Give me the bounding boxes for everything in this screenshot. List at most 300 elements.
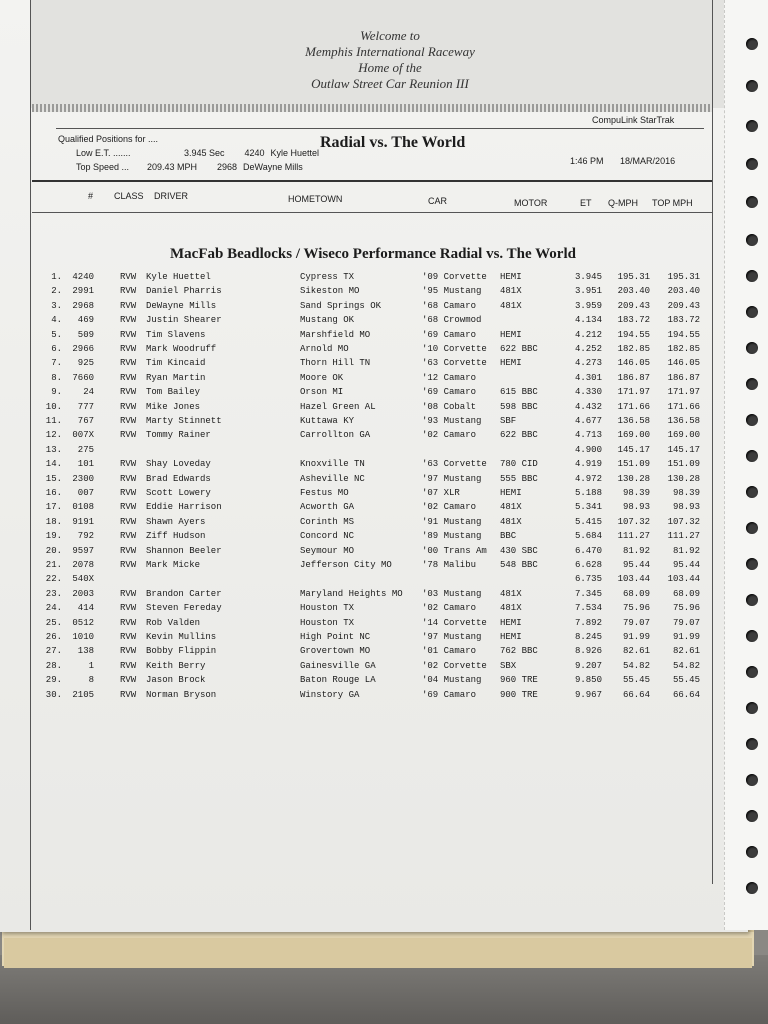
cell-car: '09 Corvette	[422, 272, 487, 282]
cell-position: 21.	[45, 560, 62, 570]
cell-hometown: Concord NC	[300, 531, 355, 542]
column-header-et: ET	[580, 198, 592, 208]
cell-top-mph: 111.27	[667, 531, 700, 542]
cell-hometown: Knoxville TN	[300, 459, 365, 470]
document-title: Radial vs. The World	[320, 134, 466, 151]
table-row	[0, 558, 724, 572]
cell-q-mph: 146.05	[617, 358, 650, 369]
cell-hometown: Acworth GA	[300, 502, 355, 513]
cell-et: 4.677	[574, 416, 602, 426]
cell-class: RVW	[120, 315, 137, 326]
cell-top-mph: 145.17	[667, 444, 700, 455]
cell-top-mph: 146.05	[667, 358, 700, 369]
cell-class: RVW	[120, 387, 137, 398]
feed-hole-icon	[746, 522, 758, 534]
cell-driver: DeWayne Mills	[146, 300, 217, 311]
cell-driver: Mike Jones	[146, 401, 201, 412]
cell-car-number: 509	[77, 329, 94, 340]
cell-et: 6.735	[574, 574, 602, 585]
cell-hometown: Mustang OK	[300, 315, 355, 326]
divider	[32, 212, 712, 213]
column-header-driver: DRIVER	[154, 191, 189, 201]
cell-q-mph: 91.99	[622, 632, 650, 642]
column-header-hometown: HOMETOWN	[288, 194, 343, 204]
feed-hole-icon	[746, 558, 758, 570]
cell-car-number: 4240	[72, 272, 94, 282]
table-row	[0, 572, 724, 586]
cell-et: 5.684	[574, 531, 602, 542]
cell-car-number: 792	[77, 531, 94, 542]
cell-position: 1.	[51, 272, 62, 282]
table-row	[0, 414, 724, 428]
cell-q-mph: 209.43	[617, 300, 650, 311]
cell-car: '02 Corvette	[422, 660, 487, 671]
cell-driver: Shay Loveday	[146, 459, 211, 470]
low-et-value: 3.945 Sec	[184, 148, 225, 158]
cell-driver: Shannon Beeler	[146, 545, 222, 556]
cell-hometown: Houston TX	[300, 617, 355, 628]
cell-top-mph: 91.99	[672, 632, 700, 642]
cell-class: RVW	[120, 531, 137, 542]
cell-hometown: Festus MO	[300, 488, 349, 498]
cell-driver: Kevin Mullins	[146, 632, 217, 642]
cell-q-mph: 75.96	[622, 603, 650, 614]
feed-hole-icon	[746, 80, 758, 92]
cell-position: 26.	[45, 632, 62, 642]
cell-car: '01 Camaro	[422, 646, 477, 657]
cell-position: 24.	[45, 603, 62, 614]
table-row	[0, 688, 724, 702]
cell-et: 4.252	[574, 344, 602, 354]
cell-car: '14 Corvette	[422, 617, 487, 628]
cell-q-mph: 98.93	[622, 502, 650, 513]
cell-hometown: Sikeston MO	[300, 286, 360, 297]
cell-position: 9.	[51, 387, 62, 398]
cell-q-mph: 103.44	[617, 574, 650, 585]
cell-hometown: Arnold MO	[300, 344, 349, 354]
cell-car-number: 9191	[72, 516, 94, 527]
feed-hole-icon	[746, 486, 758, 498]
top-speed-driver: DeWayne Mills	[243, 162, 303, 172]
cell-et: 4.713	[574, 430, 602, 441]
low-et-number: 4240	[244, 148, 265, 158]
feed-hole-icon	[746, 702, 758, 714]
cell-car: '69 Camaro	[422, 387, 477, 398]
cell-driver: Steven Fereday	[146, 603, 222, 614]
table-row	[0, 457, 724, 471]
cell-driver: Bobby Flippin	[146, 646, 217, 657]
qualified-positions	[58, 132, 319, 174]
cell-car-number: 0512	[72, 617, 94, 628]
cell-car: '97 Mustang	[422, 632, 482, 642]
cell-car: '00 Trans Am	[422, 545, 487, 556]
cell-class: RVW	[120, 272, 137, 282]
table-row	[0, 673, 724, 687]
feed-hole-icon	[746, 882, 758, 894]
cell-position: 7.	[51, 358, 62, 369]
cell-position: 10.	[45, 401, 62, 412]
top-speed-value: 209.43 MPH	[147, 162, 198, 172]
table-row	[0, 616, 724, 630]
cell-motor: HEMI	[500, 329, 522, 340]
cell-position: 23.	[45, 588, 62, 599]
cell-car: '08 Cobalt	[422, 401, 477, 412]
cell-motor: HEMI	[500, 272, 522, 282]
cell-top-mph: 195.31	[667, 272, 700, 282]
cell-car: '02 Camaro	[422, 603, 477, 614]
cell-car-number: 925	[77, 358, 94, 369]
cell-car-number: 007X	[72, 430, 94, 441]
feed-hole-icon	[746, 234, 758, 246]
cell-car: '02 Camaro	[422, 502, 477, 513]
cell-car-number: 1010	[72, 632, 94, 642]
feed-hole-icon	[746, 158, 758, 170]
cell-car-number: 138	[77, 646, 94, 657]
column-header-class: CLASS	[114, 191, 144, 201]
cell-car: '68 Crowmod	[422, 315, 482, 326]
cell-q-mph: 182.85	[617, 344, 650, 354]
cell-motor: 430 SBC	[500, 545, 538, 556]
feed-hole-icon	[746, 414, 758, 426]
cell-motor: 481X	[500, 300, 522, 311]
cell-driver: Shawn Ayers	[146, 516, 206, 527]
table-row	[0, 328, 724, 342]
cell-et: 9.850	[574, 675, 602, 686]
feed-hole-icon	[746, 342, 758, 354]
cell-q-mph: 66.64	[622, 689, 650, 700]
top-speed-number: 2968	[217, 162, 238, 172]
qualified-label: Qualified Positions for ....	[58, 134, 159, 144]
cell-q-mph: 151.09	[617, 459, 650, 470]
cell-position: 6.	[51, 344, 62, 354]
cell-driver: Brandon Carter	[146, 588, 222, 599]
cell-class: RVW	[120, 588, 137, 599]
cell-q-mph: 145.17	[617, 444, 650, 455]
cell-hometown: Cypress TX	[300, 272, 355, 282]
cell-position: 20.	[45, 545, 62, 556]
cell-car-number: 767	[77, 416, 94, 426]
cell-class: RVW	[120, 560, 137, 570]
table-row	[0, 601, 724, 615]
cell-top-mph: 98.39	[672, 488, 700, 498]
cell-class: RVW	[120, 502, 137, 513]
cell-top-mph: 103.44	[667, 574, 700, 585]
cell-hometown: Carrollton GA	[300, 430, 371, 441]
cell-driver: Keith Berry	[146, 660, 206, 671]
cell-top-mph: 203.40	[667, 286, 700, 297]
cell-top-mph: 98.93	[672, 502, 700, 513]
feed-hole-icon	[746, 270, 758, 282]
table-row	[0, 659, 724, 673]
cell-top-mph: 151.09	[667, 459, 700, 470]
cell-position: 12.	[45, 430, 62, 441]
cell-position: 16.	[45, 488, 62, 498]
cell-et: 4.900	[574, 444, 602, 455]
cell-driver: Scott Lowery	[146, 488, 211, 498]
cell-car: '07 XLR	[422, 488, 460, 498]
cell-hometown: Sand Springs OK	[300, 300, 382, 311]
cell-et: 8.926	[574, 646, 602, 657]
cell-class: RVW	[120, 300, 137, 311]
cell-q-mph: 171.66	[617, 401, 650, 412]
cell-class: RVW	[120, 286, 137, 297]
table-row	[0, 529, 724, 543]
cell-driver: Daniel Pharris	[146, 286, 222, 297]
cell-class: RVW	[120, 459, 137, 470]
cell-et: 4.273	[574, 358, 602, 369]
cell-motor: 622 BBC	[500, 430, 538, 441]
cell-hometown: Thorn Hill TN	[300, 358, 371, 369]
cell-position: 28.	[45, 660, 62, 671]
column-header-topmph: TOP MPH	[652, 198, 693, 208]
cell-class: RVW	[120, 401, 137, 412]
cell-hometown: Orson MI	[300, 387, 344, 398]
cell-car-number: 414	[77, 603, 94, 614]
cell-car-number: 777	[77, 401, 94, 412]
cell-q-mph: 186.87	[617, 372, 650, 383]
cell-motor: 615 BBC	[500, 387, 538, 398]
cell-car-number: 9597	[72, 545, 94, 556]
welcome-line: Home of the	[358, 60, 422, 75]
cell-class: RVW	[120, 646, 137, 657]
cell-position: 18.	[45, 516, 62, 527]
cell-motor: BBC	[500, 531, 517, 542]
table-row	[0, 313, 724, 327]
cell-car: '95 Mustang	[422, 286, 482, 297]
cell-motor: HEMI	[500, 488, 522, 498]
top-speed-label: Top Speed ...	[76, 162, 130, 172]
cell-hometown: Houston TX	[300, 603, 355, 614]
cell-car-number: 101	[77, 459, 94, 470]
cell-car-number: 469	[77, 315, 94, 326]
cell-motor: 555 BBC	[500, 473, 538, 484]
cell-et: 7.345	[574, 588, 602, 599]
table-row	[0, 284, 724, 298]
cell-car: '63 Corvette	[422, 358, 487, 369]
cell-q-mph: 183.72	[617, 315, 650, 326]
table-row	[0, 270, 724, 284]
cell-top-mph: 183.72	[667, 315, 700, 326]
cell-car-number: 2003	[72, 588, 94, 599]
column-header-motor: MOTOR	[514, 198, 548, 208]
cell-motor: 900 TRE	[500, 689, 538, 700]
cell-q-mph: 111.27	[617, 531, 650, 542]
cell-driver: Ziff Hudson	[146, 531, 206, 542]
cell-class: RVW	[120, 488, 137, 498]
table-row	[0, 644, 724, 658]
cell-motor: SBX	[500, 660, 517, 671]
cell-hometown: High Point NC	[300, 632, 371, 642]
table-row	[0, 486, 724, 500]
cell-car: '03 Mustang	[422, 588, 482, 599]
cell-position: 14.	[45, 459, 62, 470]
cell-et: 5.188	[574, 488, 602, 498]
cell-et: 4.134	[574, 315, 602, 326]
feed-hole-icon	[746, 120, 758, 132]
cell-hometown: Marshfield MO	[300, 329, 371, 340]
cell-top-mph: 169.00	[667, 430, 700, 441]
cell-class: RVW	[120, 675, 137, 686]
cell-motor: SBF	[500, 416, 517, 426]
cell-position: 3.	[51, 300, 62, 311]
feed-hole-icon	[746, 38, 758, 50]
feed-hole-icon	[746, 774, 758, 786]
cell-car: '68 Camaro	[422, 300, 477, 311]
cell-top-mph: 130.28	[667, 473, 700, 484]
cell-position: 19.	[45, 531, 62, 542]
cell-et: 4.432	[574, 401, 602, 412]
table-row	[0, 544, 724, 558]
cell-driver: Mark Micke	[146, 560, 201, 570]
cell-position: 4.	[51, 315, 62, 326]
cell-top-mph: 82.61	[672, 646, 700, 657]
cell-et: 7.892	[574, 617, 602, 628]
cell-et: 4.919	[574, 459, 602, 470]
cell-top-mph: 95.44	[672, 560, 700, 570]
cell-car-number: 24	[83, 387, 94, 398]
cell-car-number: 0108	[72, 502, 94, 513]
welcome-banner	[210, 28, 570, 92]
feed-hole-icon	[746, 378, 758, 390]
cell-motor: 481X	[500, 502, 522, 513]
cell-et: 9.207	[574, 660, 602, 671]
cell-q-mph: 81.92	[622, 545, 650, 556]
cell-car-number: 540X	[72, 574, 94, 585]
column-header-num: #	[88, 191, 94, 201]
cell-et: 6.628	[574, 560, 602, 570]
cell-motor: 481X	[500, 588, 522, 599]
cell-top-mph: 171.97	[667, 387, 700, 398]
print-date: 18/MAR/2016	[620, 156, 676, 166]
cell-driver: Kyle Huettel	[146, 272, 211, 282]
cell-top-mph: 68.09	[672, 588, 700, 599]
table-row	[0, 428, 724, 442]
cell-q-mph: 195.31	[617, 272, 650, 282]
cell-q-mph: 136.58	[617, 416, 650, 426]
feed-hole-icon	[746, 196, 758, 208]
table-row	[0, 356, 724, 370]
cell-class: RVW	[120, 473, 137, 484]
cell-car-number: 2968	[72, 300, 94, 311]
cell-motor: 780 CID	[500, 459, 538, 470]
cell-car: '93 Mustang	[422, 416, 482, 426]
cell-class: RVW	[120, 372, 137, 383]
cell-et: 7.534	[574, 603, 602, 614]
cell-et: 3.959	[574, 300, 602, 311]
cell-hometown: Moore OK	[300, 372, 344, 383]
table-row	[0, 472, 724, 486]
cell-motor: 598 BBC	[500, 401, 538, 412]
cell-hometown: Asheville NC	[300, 473, 365, 484]
cell-et: 9.967	[574, 689, 602, 700]
cell-driver: Ryan Martin	[146, 372, 206, 383]
cell-car-number: 275	[77, 444, 94, 455]
feed-hole-icon	[746, 738, 758, 750]
tractor-feed-strip	[724, 0, 768, 930]
event-title: MacFab Beadlocks / Wiseco Performance Radial vs. The World	[170, 246, 576, 262]
cell-car: '02 Camaro	[422, 430, 477, 441]
cell-car-number: 007	[77, 488, 94, 498]
cell-position: 29.	[45, 675, 62, 686]
cell-position: 2.	[51, 286, 62, 297]
cell-car-number: 2078	[72, 560, 94, 570]
cell-et: 3.951	[574, 286, 602, 297]
cell-motor: 960 TRE	[500, 675, 538, 686]
cell-class: RVW	[120, 416, 137, 426]
cell-car: '89 Mustang	[422, 531, 482, 542]
cell-position: 30.	[45, 689, 62, 700]
cell-car-number: 2300	[72, 473, 94, 484]
cell-top-mph: 66.64	[672, 689, 700, 700]
cell-motor: HEMI	[500, 617, 522, 628]
cell-car-number: 7660	[72, 372, 94, 383]
cell-q-mph: 169.00	[617, 430, 650, 441]
cell-driver: Tim Kincaid	[146, 358, 206, 369]
cell-driver: Tom Bailey	[146, 387, 201, 398]
cell-motor: HEMI	[500, 632, 522, 642]
cell-class: RVW	[120, 689, 137, 700]
cell-motor: 481X	[500, 286, 522, 297]
cell-car: '91 Mustang	[422, 516, 482, 527]
cell-hometown: Grovertown MO	[300, 646, 371, 657]
cell-class: RVW	[120, 358, 137, 369]
cell-top-mph: 171.66	[667, 401, 700, 412]
cell-q-mph: 171.97	[617, 387, 650, 398]
cell-motor: HEMI	[500, 358, 522, 369]
feed-hole-icon	[746, 666, 758, 678]
cell-motor: 622 BBC	[500, 344, 538, 354]
table-row	[0, 400, 724, 414]
cell-class: RVW	[120, 430, 137, 441]
cell-hometown: Seymour MO	[300, 545, 355, 556]
cell-et: 6.470	[574, 545, 602, 556]
cell-driver: Tommy Rainer	[146, 430, 211, 441]
cell-hometown: Baton Rouge LA	[300, 675, 376, 686]
cell-car-number: 2966	[72, 344, 94, 354]
print-time: 1:46 PM	[570, 156, 604, 166]
welcome-line: Welcome to	[360, 28, 420, 43]
welcome-line: Outlaw Street Car Reunion III	[311, 76, 469, 91]
cell-class: RVW	[120, 617, 137, 628]
cell-top-mph: 186.87	[667, 372, 700, 383]
cell-class: RVW	[120, 660, 137, 671]
cell-driver: Rob Valden	[146, 617, 201, 628]
paper-stack-lower	[4, 938, 752, 968]
cell-hometown: Gainesville GA	[300, 660, 376, 671]
table-row	[0, 371, 724, 385]
cell-position: 11.	[45, 416, 62, 426]
low-et-driver: Kyle Huettel	[270, 148, 320, 158]
cell-q-mph: 55.45	[622, 675, 650, 686]
feed-hole-icon	[746, 306, 758, 318]
cell-car: '78 Malibu	[422, 560, 477, 570]
table-row	[0, 630, 724, 644]
cell-et: 4.330	[574, 387, 602, 398]
cell-position: 13.	[45, 444, 62, 455]
cell-position: 15.	[45, 473, 62, 484]
feed-hole-icon	[746, 450, 758, 462]
cell-q-mph: 82.61	[622, 646, 650, 657]
column-header-car: CAR	[428, 196, 448, 206]
cell-motor: 762 BBC	[500, 646, 538, 657]
table-row	[0, 443, 724, 457]
cell-class: RVW	[120, 344, 137, 354]
cell-car: '63 Corvette	[422, 459, 487, 470]
cell-driver: Justin Shearer	[146, 315, 222, 326]
divider	[32, 180, 712, 182]
cell-driver: Eddie Harrison	[146, 502, 222, 513]
cell-top-mph: 209.43	[667, 300, 700, 311]
